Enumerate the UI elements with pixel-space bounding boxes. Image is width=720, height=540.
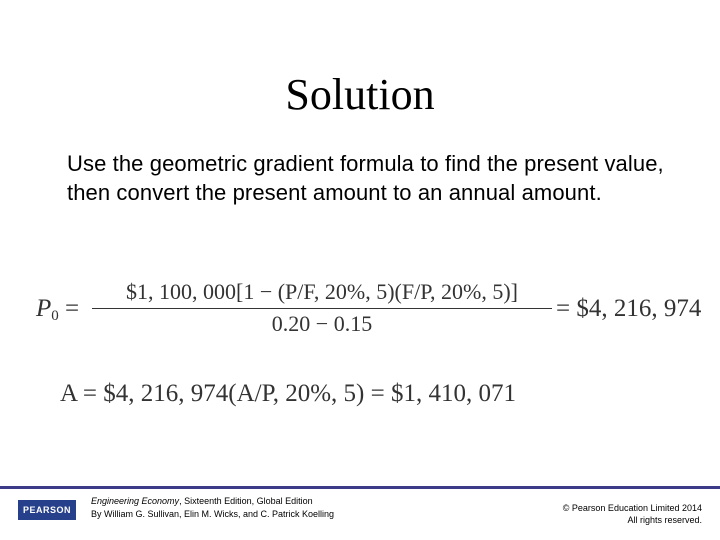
- authors-line: By William G. Sullivan, Elin M. Wicks, and C. Patrick Koelling: [91, 509, 335, 519]
- copyright-line: © Pearson Education Limited 2014: [562, 503, 702, 513]
- lhs-variable: P: [36, 295, 52, 322]
- equation-result: = $4, 216, 974: [556, 295, 702, 322]
- book-title: Engineering Economy: [91, 496, 180, 506]
- equation-lhs: [36, 295, 79, 325]
- lhs-subscript: 0: [51, 308, 59, 324]
- annual-amount-equation: A = $4, 216, 974(A/P, 20%, 5) = $1, 410, 071: [60, 380, 516, 407]
- book-edition: , Sixteenth Edition, Global Edition: [179, 496, 313, 506]
- rights-line: All rights reserved.: [627, 515, 702, 525]
- slide-title: Solution: [285, 70, 435, 119]
- equation-fraction: [92, 278, 552, 337]
- book-line: [91, 495, 334, 508]
- fraction-denominator: 0.20 − 0.15: [271, 311, 373, 336]
- fraction-bar: [92, 308, 552, 309]
- footer-citation: [91, 495, 334, 521]
- pearson-logo: PEARSON: [18, 500, 76, 520]
- footer-divider: [0, 486, 720, 489]
- lhs-equals: =: [58, 295, 80, 322]
- body-text: Use the geometric gradient formula to find the present value, then convert the present amount to an annual amount.: [67, 151, 664, 205]
- footer-copyright: [563, 502, 702, 526]
- present-worth-equation: [36, 278, 716, 338]
- fraction-numerator: $1, 100, 000[1 − (P/F, 20%, 5)(F/P, 20%, 5)]: [126, 279, 518, 304]
